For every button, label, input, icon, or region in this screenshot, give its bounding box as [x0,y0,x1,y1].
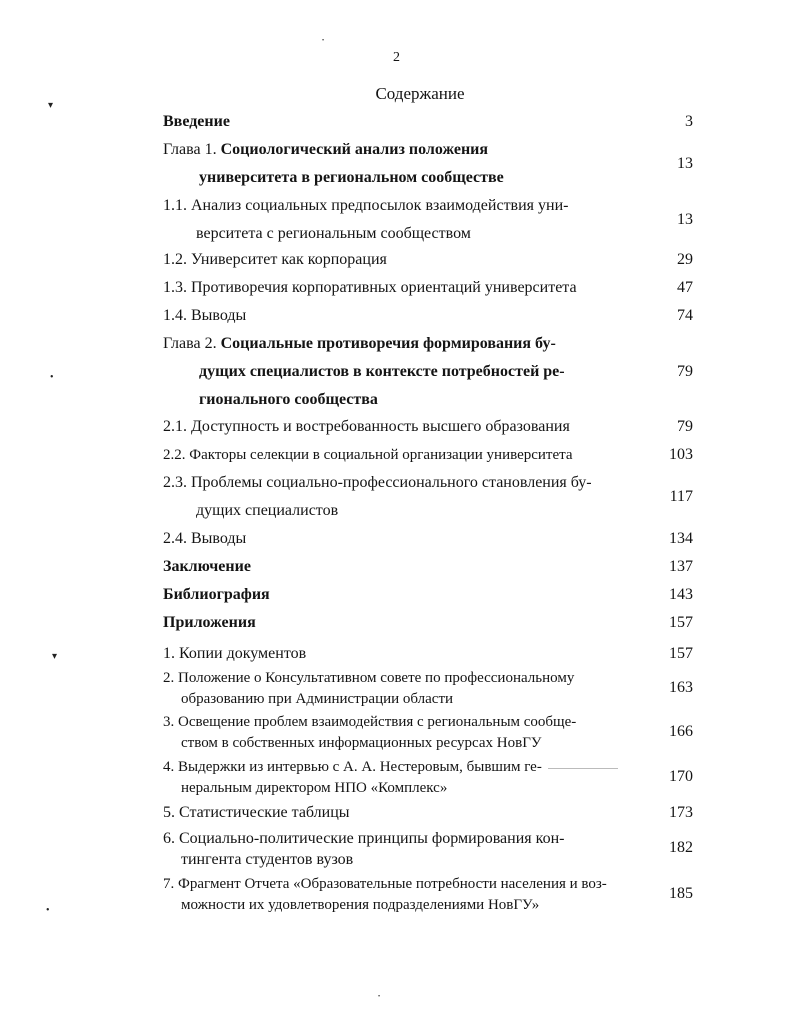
chapter-prefix: Глава 1. [163,141,221,158]
toc-entry-appendix-7 [163,874,693,916]
toc-entry-page: 3 [685,113,693,130]
toc-entry-label: 1. Копии документов [163,645,307,662]
toc-entry-appendix-2 [163,668,693,710]
toc-entry-chapter-2 [163,330,693,414]
toc-entry-2-2 [163,441,693,469]
toc-entry-chapter-1 [163,136,693,192]
toc-entry-appendices [163,609,693,637]
toc-entry-2-3 [163,469,693,525]
chapter-title-line-2: дущих специалистов в контексте потребностей ре- [199,363,565,380]
toc-entry-page: 166 [669,723,693,740]
toc-entry-label: 2.2. Факторы селекции в социальной организации университета [163,447,573,463]
scan-speck: ▾ [48,100,54,111]
toc-entry-label: 5. Статистические таблицы [163,804,350,821]
toc-entry-page: 173 [669,804,693,821]
scan-speck: ▾ [52,651,58,662]
toc-entry-line-1: 2. Положение о Консультативном совете по профессиональному [163,670,575,686]
toc-entry-page: 13 [677,155,693,172]
chapter-title-line-1: Социальные противоречия формирования бу- [220,335,556,352]
toc-entry-page: 163 [669,679,693,696]
chapter-title-line-3: гионального сообщества [199,391,378,408]
toc-entry-page: 29 [677,251,693,268]
toc-entry-label: Заключение [163,558,251,575]
toc-entry-appendix-6 [163,828,693,870]
page-number: 2 [393,50,400,65]
scan-line [548,768,618,769]
toc-entry-1-3 [163,274,693,302]
toc-entry-line-1: 3. Освещение проблем взаимодействия с региональным сообще- [163,714,577,730]
toc-entry-label: Введение [163,113,230,130]
toc-entry-line-2: неральным директором НПО «Комплекс» [181,780,448,796]
toc-entry-page: 79 [677,363,693,380]
toc-entry-page: 79 [677,418,693,435]
toc-entry-line-1: 2.3. Проблемы социально-профессионального становления бу- [163,474,592,491]
toc-entry-2-1 [163,413,693,441]
toc-entry-page: 134 [669,530,693,547]
toc-entry-page: 13 [677,211,693,228]
toc-title: Содержание [375,84,465,103]
toc-entry-label: 1.3. Противоречия корпоративных ориентаций университета [163,279,577,296]
toc-entry-1-2 [163,246,693,274]
scan-speck: • [46,905,50,916]
toc-entry-label: 2.4. Выводы [163,530,247,547]
toc-entry-1-4 [163,302,693,330]
toc-entry-appendix-4 [163,757,693,799]
toc-entry-line-1: 6. Социально-политические принципы формирования кон- [163,830,565,847]
toc-entry-line-1: 4. Выдержки из интервью с А. А. Нестеровым, бывшим ге- [163,759,542,775]
toc-entry-bibliography [163,581,693,609]
toc-entry-page: 47 [677,279,693,296]
toc-entry-appendix-3 [163,712,693,754]
toc-entry-page: 143 [669,586,693,603]
toc-entry-page: 157 [669,614,693,631]
toc-entry-line-2: тингента студентов вузов [181,851,354,868]
toc-entry-page: 117 [669,488,693,505]
toc-entry-label: Библиография [163,586,270,603]
toc-entry-page: 157 [669,645,693,662]
toc-entry-label: Приложения [163,614,256,631]
toc-entry-label: 1.2. Университет как корпорация [163,251,387,268]
toc-entry-introduction [163,108,693,136]
toc-entry-page: 182 [669,839,693,856]
toc-entry-line-2: верситета с региональным сообществом [196,225,471,242]
toc-entry-page: 170 [669,768,693,785]
scan-speck: • [50,372,54,383]
toc-entry-1-1 [163,192,693,248]
toc-entry-label: 2.1. Доступность и востребованность высшего образования [163,418,570,435]
chapter-title-line-1: Социологический анализ положения [220,141,489,158]
toc-entry-line-1: 7. Фрагмент Отчета «Образовательные потребности населения и воз- [163,876,607,892]
toc-entry-page: 103 [669,446,693,463]
toc-entry-page: 74 [677,307,693,324]
toc-entry-line-2: дущих специалистов [196,502,339,519]
toc-entry-line-2: образованию при Администрации области [181,691,454,707]
toc-entry-appendix-5 [163,799,693,827]
toc-entry-line-2: ством в собственных информационных ресурсах НовГУ [181,735,542,751]
toc-entry-page: 137 [669,558,693,575]
chapter-prefix: Глава 2. [163,335,221,352]
toc-entry-page: 185 [669,885,693,902]
toc-entry-label: 1.4. Выводы [163,307,247,324]
toc-entry-conclusion [163,553,693,581]
scan-speck: • [378,994,381,1000]
toc-entry-appendix-1 [163,640,693,668]
toc-entry-line-2: можности их удовлетворения подразделениями НовГУ» [181,897,540,913]
toc-entry-line-1: 1.1. Анализ социальных предпосылок взаимодействия уни- [163,197,569,214]
chapter-title-line-2: университета в региональном сообществе [199,169,504,186]
toc-entry-2-4 [163,525,693,553]
scan-speck: • [322,38,325,44]
